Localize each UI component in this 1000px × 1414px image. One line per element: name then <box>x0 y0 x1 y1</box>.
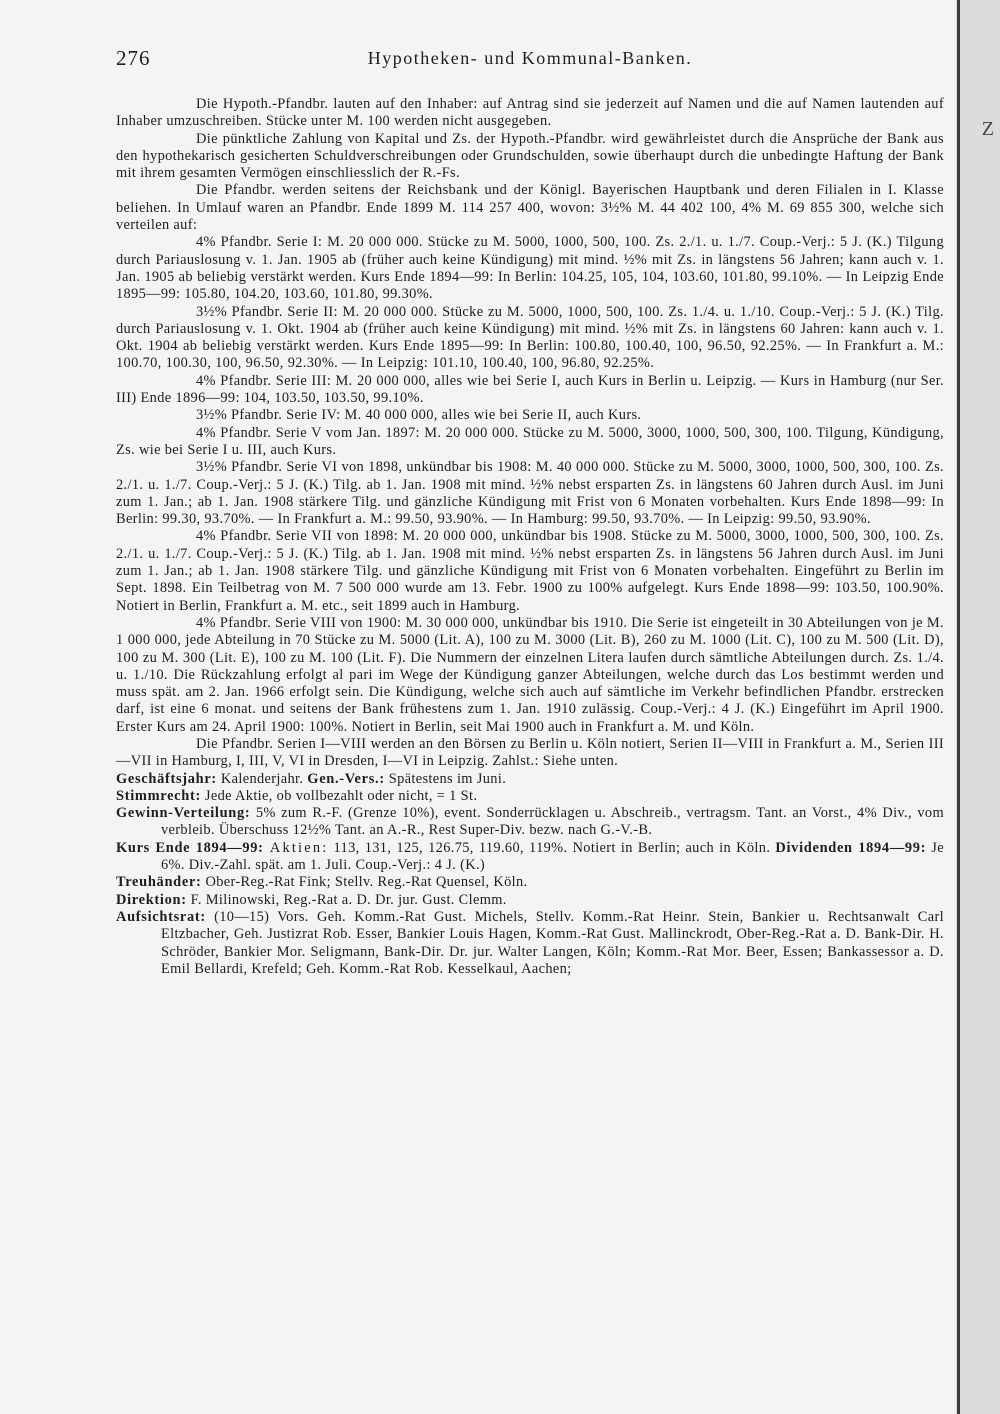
text-treuhaender: Ober-Reg.-Rat Fink; Stellv. Reg.-Rat Quensel, Köln. <box>201 874 528 891</box>
text-stimmrecht: Jede Aktie, ob vollbezahlt oder nicht, = 1 St. <box>200 787 478 804</box>
text-dividenden: Je 6%. Div.-Zahl. spät. am 1. Juli. Coup.-Verj.: 4 J. (K.) <box>161 839 944 874</box>
page-body <box>116 96 944 978</box>
label-aufsichtsrat: Aufsichtsrat: <box>116 908 206 925</box>
text-kurs: 113, 131, 125, 126.75, 119.60, 119%. Notiert in Berlin; auch in Köln. <box>328 839 776 856</box>
paragraph-inhaber: Die Hypoth.-Pfandbr. lauten auf den Inhaber: auf Antrag sind sie jederzeit auf Namen und die auf Namen lautenden auf Inhaber umzuschreiben. Stücke unter M. 100 werden nicht ausgegeben. <box>116 96 944 130</box>
label-treuhaender: Treuhänder: <box>116 874 202 891</box>
paragraph-zahlung: Die pünktliche Zahlung von Kapital und Zs. der Hypoth.-Pfandbr. wird gewährleistet durch die Ansprüche der Bank aus den hypothekarisch gesicherten Schuldverschreibungen oder Grundschulden, sowie überhaupt durch die unbedingte Haftung der Bank mit ihrem gesamten Vermögen einschliesslich der R.-Fs. <box>116 130 944 182</box>
page-number: 276 <box>116 46 151 70</box>
paragraph-serie-1: 4% Pfandbr. Serie I: M. 20 000 000. Stücke zu M. 5000, 1000, 500, 100. Zs. 2./1. u. 1./7. Coup.-Verj.: 5 J. (K.) Tilgung durch Pariauslosung v. 1. Jan. 1905 ab (früher auch keine Kündigung) mit mind. ½% mit Zs. in längstens 56 Jahren; kann auch v. 1. Jan. 1905 ab beliebig verstärkt werden. Kurs Ende 1894—99: In Berlin: 104.25, 105, 104, 103.60, 101.80, 99.10%. — In Leipzig Ende 1895—99: 105.80, 104.20, 103.60, 101.80, 99.30%. <box>116 234 944 303</box>
margin-mark: Z <box>981 118 994 140</box>
text-gen-vers: Spätestens im Juni. <box>384 770 507 787</box>
label-aktien: Aktien: <box>263 839 329 856</box>
label-dividenden: Dividenden 1894—99: <box>775 839 927 856</box>
text-aufsichtsrat: (10—15) Vors. Geh. Komm.-Rat Gust. Michels, Stellv. Komm.-Rat Heinr. Stein, Bankier u. Rechtsanwalt Carl Eltzbacher, Geh. Justizrat Rob. Esser, Bankier Louis Hagen, Komm.-Rat Gust. Mallinckrodt, Ober-Reg.-Rat a. D. Bank-Dir. H. Schröder, Bankier Mor. Seligmann, Bank-Dir. Dr. jur. Walter Langen, Köln; Komm.-Rat Mor. Beer, Essen; Bankassessor a. D. Emil Bellardi, Krefeld; Geh. Komm.-Rat Rob. Kesselkaul, Aachen; <box>161 908 944 977</box>
running-head: Hypotheken- und Kommunal-Banken. <box>367 48 693 68</box>
label-kurs: Kurs Ende 1894—99: <box>116 839 264 856</box>
label-gen-vers: Gen.-Vers.: <box>307 770 385 787</box>
entry-gewinn-verteilung <box>116 805 944 840</box>
paragraph-serie-8: 4% Pfandbr. Serie VIII von 1900: M. 30 000 000, unkündbar bis 1910. Die Serie ist eingeteilt in 30 Abteilungen von je M. 1 000 000, jede Abteilung in 70 Stücke zu M. 5000 (Lit. A), 100 zu M. 3000 (Lit. B), 260 zu M. 1000 (Lit. C), 100 zu M. 500 (Lit. D), 100 zu M. 300 (Lit. E), 100 zu M. 100 (Lit. F). Die Nummern der einzelnen Litera laufen durch sämtliche Abteilungen durch. Zs. 1./4. u. 1./10. Die Rückzahlung erfolgt al pari im Wege der Kündigung ganzer Abteilungen, welche durch das Los bestimmt werden und muss spät. am 2. Jan. 1966 erfolgt sein. Die Kündigung, welche sich auch auf sämtliche im Verkehr befindlichen Pfandbr. erstrecken darf, ist eine 6 monat. und seitens der Bank frühestens zum 1. Jan. 1910 zulässig. Coup.-Verj.: 4 J. (K.) Eingeführt im April 1900. Erster Kurs am 24. April 1900: 100%. Notiert in Berlin, seit Mai 1900 auch in Frankfurt a. M. und Köln. <box>116 614 944 735</box>
paragraph-beleihung: Die Pfandbr. werden seitens der Reichsbank und der Königl. Bayerischen Hauptbank und deren Filialen in I. Klasse beliehen. In Umlauf waren an Pfandbr. Ende 1899 M. 114 257 400, wovon: 3½% M. 44 402 100, 4% M. 69 855 300, welche sich verteilen auf: <box>116 182 944 234</box>
text-gewinn-verteilung: 5% zum R.-F. (Grenze 10%), event. Sonderrücklagen u. Abschreib., vertragsm. Tant. an Vorst., 4% Div., vom verbleib. Überschuss 12½% Tant. an A.-R., Rest Super-Div. bezw. nach G.-V.-B. <box>161 805 944 839</box>
paragraph-serie-4: 3½% Pfandbr. Serie IV: M. 40 000 000, alles wie bei Serie II, auch Kurs. <box>196 407 642 424</box>
text-geschaeftsjahr: Kalenderjahr. <box>216 770 308 787</box>
paragraph-serie-5: 4% Pfandbr. Serie V vom Jan. 1897: M. 20 000 000. Stücke zu M. 5000, 3000, 1000, 500, 300, 100. Tilgung, Kündigung, Zs. wie bei Serie I u. III, auch Kurs. <box>116 424 944 458</box>
entry-treuhaender <box>116 874 944 891</box>
entry-aufsichtsrat <box>116 909 944 978</box>
paragraph-serie-7: 4% Pfandbr. Serie VII von 1898: M. 20 000 000, unkündbar bis 1908. Stücke zu M. 5000, 3000, 1000, 500, 300, 100. Zs. 2./1. u. 1./7. Coup.-Verj.: 5 J. (K.) Tilg. ab 1. Jan. 1908 mit mind. ½% nebst ersparten Zs. in längstens 56 Jahren durch Ausl. im Juni zum 1. Jan.; ab 1. Jan. 1908 stärkere Tilg. und gänzliche Kündigung mit Frist von 6 Monaten vorbehalten. Eingeführt zu Berlin im Sept. 1898. Ein Teilbetrag von M. 7 500 000 wurde am 13. Febr. 1900 zu 100% aufgelegt. Kurs Ende 1898—99: 103.50, 100.90%. Notiert in Berlin, Frankfurt a. M. etc., seit 1899 auch in Hamburg. <box>116 528 944 614</box>
label-stimmrecht: Stimmrecht: <box>116 787 201 804</box>
binding-line <box>957 0 960 1414</box>
page-header <box>116 46 944 76</box>
label-geschaeftsjahr: Geschäftsjahr: <box>116 770 217 787</box>
entry-kurs <box>116 840 944 875</box>
entry-geschaeftsjahr <box>116 771 944 788</box>
entry-stimmrecht <box>116 788 944 805</box>
paragraph-serie-2: 3½% Pfandbr. Serie II: M. 20 000 000. Stücke zu M. 5000, 1000, 500, 100. Zs. 1./4. u. 1./10. Coup.-Verj.: 5 J. (K.) Tilg. durch Pariauslosung v. 1. Okt. 1904 ab (früher auch keine Kündigung) mit mind. ½% mit Zs. in längstens 60 Jahren: kann auch v. 1. Okt. 1904 ab beliebig verstärkt werden. Kurs Ende 1895—99: In Berlin: 100.80, 100.40, 100, 96.50, 92.25%. — In Frankfurt a. M.: 100.70, 100.30, 100, 96.50, 92.30%. — In Leipzig: 101.10, 100.40, 100, 96.80, 92.25%. <box>116 303 944 372</box>
paragraph-serie-3: 4% Pfandbr. Serie III: M. 20 000 000, alles wie bei Serie I, auch Kurs in Berlin u. Leipzig. — Kurs in Hamburg (nur Ser. III) Ende 1896—99: 104, 103.50, 103.50, 99.10%. <box>116 372 944 407</box>
paragraph-serie-6: 3½% Pfandbr. Serie VI von 1898, unkündbar bis 1908: M. 40 000 000. Stücke zu M. 5000, 3000, 1000, 500, 300, 100. Zs. 2./1. u. 1./7. Coup.-Verj.: 5 J. (K.) Tilg. ab 1. Jan. 1908 mit mind. ½% nebst ersparten Zs. in längstens 60 Jahren durch Ausl. im Juni zum 1. Jan.; ab 1. Jan. 1908 stärkere Tilg. und gänzliche Kündigung mit Frist von 6 Monaten vorbehalten. Kurs Ende 1898—99: In Berlin: 99.30, 93.70%. — In Frankfurt a. M.: 99.50, 93.90%. — In Hamburg: 99.50, 93.70%. — In Leipzig: 99.50, 93.90%. <box>116 459 944 528</box>
text-direktion: F. Milinowski, Reg.-Rat a. D. Dr. jur. Gust. Clemm. <box>186 891 507 908</box>
label-gewinn-verteilung: Gewinn-Verteilung: <box>116 805 251 822</box>
label-direktion: Direktion: <box>116 891 187 908</box>
page-edge <box>956 0 1000 1414</box>
paragraph-boersen: Die Pfandbr. Serien I—VIII werden an den Börsen zu Berlin u. Köln notiert, Serien II—VIII in Frankfurt a. M., Serien III—VII in Hamburg, I, III, V, VI in Dresden, I—VI in Leipzig. Zahlst.: Siehe unten. <box>116 735 944 770</box>
entry-direktion <box>116 892 944 909</box>
